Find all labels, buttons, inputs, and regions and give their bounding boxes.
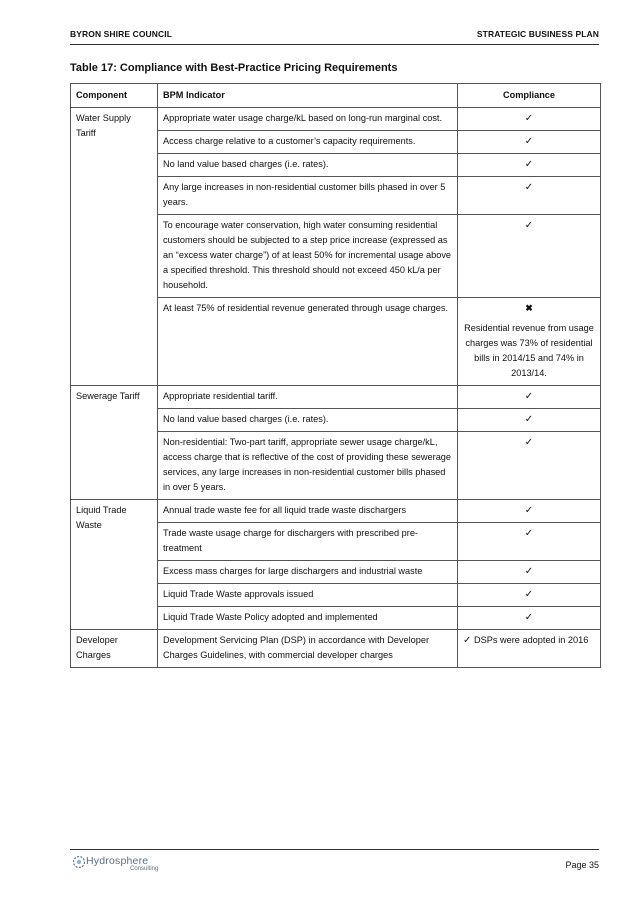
page-header	[70, 29, 599, 39]
check-mark-icon: ✓	[524, 391, 534, 402]
indicator-cell: Trade waste usage charge for dischargers with prescribed pre-treatment	[158, 523, 458, 561]
check-mark-icon: ✓	[524, 220, 534, 231]
indicator-cell: Annual trade waste fee for all liquid trade waste dischargers	[158, 500, 458, 523]
indicator-cell: Appropriate water usage charge/kL based on long-run marginal cost.	[158, 108, 458, 131]
check-mark-icon: ✓	[524, 437, 534, 448]
indicator-cell: At least 75% of residential revenue generated through usage charges.	[158, 298, 458, 386]
compliance-cell	[458, 298, 601, 386]
compliance-cell	[458, 108, 601, 131]
check-mark-icon: ✓	[524, 589, 534, 600]
indicator-cell: To encourage water conservation, high water consuming residential customers should be subjected to a step price increase (expressed as an “excess water charge”) of at least 50% for incremental usage above a specified threshold. This threshold should not exceed 450 kL/a per household.	[158, 215, 458, 298]
compliance-cell	[458, 409, 601, 432]
check-mark-icon: ✓	[524, 566, 534, 577]
check-mark-icon: ✓	[524, 159, 534, 170]
compliance-cell	[458, 584, 601, 607]
component-cell: Sewerage Tariff	[71, 386, 158, 500]
header-component: Component	[71, 84, 158, 108]
page-number: Page 35	[565, 860, 599, 870]
table-header-row	[71, 84, 601, 108]
check-mark-icon: ✓	[524, 505, 534, 516]
indicator-cell: No land value based charges (i.e. rates).	[158, 409, 458, 432]
hydrosphere-logo-icon	[72, 855, 86, 869]
indicator-cell: Development Servicing Plan (DSP) in accordance with Developer Charges Guidelines, with commercial developer charges	[158, 630, 458, 668]
component-cell: Water Supply Tariff	[71, 108, 158, 386]
compliance-cell	[458, 500, 601, 523]
compliance-cell	[458, 630, 601, 668]
header-right: STRATEGIC BUSINESS PLAN	[476, 29, 599, 39]
check-mark-icon: ✓	[524, 136, 534, 147]
check-mark-icon: ✓	[524, 612, 534, 623]
compliance-cell	[458, 177, 601, 215]
indicator-cell: Access charge relative to a customer’s capacity requirements.	[158, 131, 458, 154]
compliance-note: DSPs were adopted in 2016	[473, 635, 589, 645]
indicator-cell: No land value based charges (i.e. rates).	[158, 154, 458, 177]
compliance-note: Residential revenue from usage charges was 73% of residential bills in 2014/15 and 74% in 2013/14.	[464, 323, 594, 378]
indicator-cell: Liquid Trade Waste Policy adopted and implemented	[158, 607, 458, 630]
table-row	[71, 500, 601, 523]
compliance-cell	[458, 523, 601, 561]
check-mark-icon: ✓	[524, 528, 534, 539]
check-mark-icon: ✓	[463, 635, 472, 646]
compliance-cell	[458, 131, 601, 154]
indicator-cell: Liquid Trade Waste approvals issued	[158, 584, 458, 607]
header-left: BYRON SHIRE COUNCIL	[70, 29, 173, 39]
check-mark-icon: ✓	[524, 182, 534, 193]
indicator-cell: Excess mass charges for large dischargers and industrial waste	[158, 561, 458, 584]
indicator-cell: Any large increases in non-residential customer bills phased in over 5 years.	[158, 177, 458, 215]
indicator-cell: Non-residential: Two-part tariff, appropriate sewer usage charge/kL, access charge that is reflective of the cost of providing these sewerage services, any large increases in non-residential customer bills phased in over 5 years.	[158, 432, 458, 500]
compliance-cell	[458, 432, 601, 500]
table-row	[71, 630, 601, 668]
compliance-cell	[458, 561, 601, 584]
logo-text: Hydrosphere	[86, 855, 149, 867]
logo-subtext: Consulting	[130, 866, 159, 872]
compliance-cell	[458, 386, 601, 409]
check-mark-icon: ✓	[524, 414, 534, 425]
table-row	[71, 108, 601, 131]
footer-rule	[70, 849, 599, 850]
compliance-cell	[458, 607, 601, 630]
table-row	[71, 386, 601, 409]
component-cell: Developer Charges	[71, 630, 158, 668]
header-rule	[70, 44, 599, 45]
indicator-cell: Appropriate residential tariff.	[158, 386, 458, 409]
component-cell: Liquid Trade Waste	[71, 500, 158, 630]
compliance-table	[70, 83, 601, 668]
compliance-cell	[458, 154, 601, 177]
compliance-cell	[458, 215, 601, 298]
hydrosphere-logo	[72, 853, 182, 875]
header-indicator: BPM Indicator	[158, 84, 458, 108]
header-compliance: Compliance	[458, 84, 601, 108]
cross-mark-icon: ✖	[525, 303, 533, 313]
table-caption: Table 17: Compliance with Best-Practice Pricing Requirements	[70, 62, 398, 74]
check-mark-icon: ✓	[524, 113, 534, 124]
